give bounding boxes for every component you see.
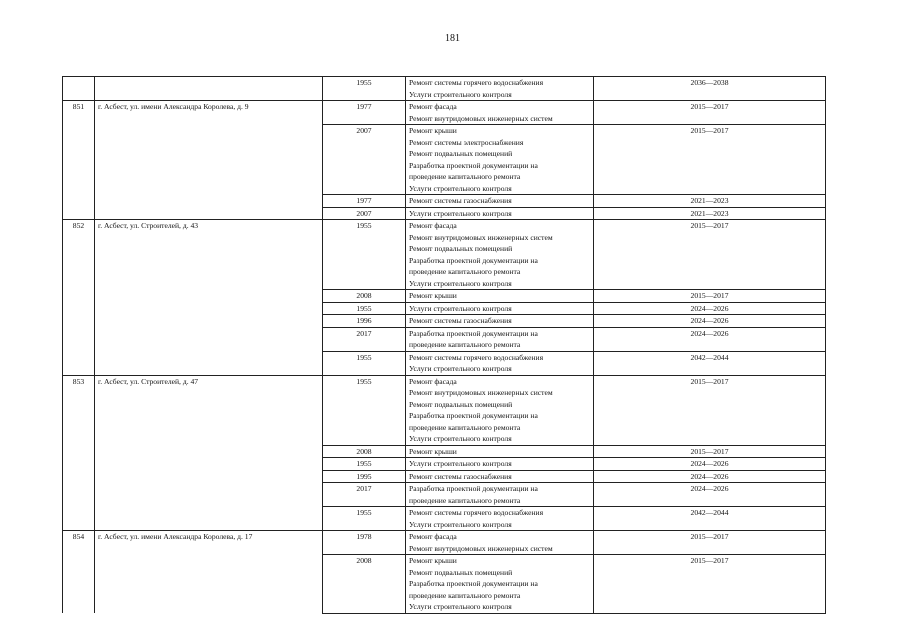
planned-period: 2024—2026 bbox=[594, 315, 826, 328]
entry-address bbox=[95, 125, 323, 195]
commission-year: 1955 bbox=[323, 220, 406, 290]
entry-number: 854 bbox=[63, 531, 95, 555]
entry-number bbox=[63, 483, 95, 507]
table-row bbox=[63, 302, 826, 315]
work-item: Услуги строительного контроля bbox=[409, 278, 512, 288]
works-list bbox=[406, 207, 594, 220]
entry-address: г. Асбест, ул. Строителей, д. 47 bbox=[95, 375, 323, 445]
entry-number bbox=[63, 290, 95, 303]
work-item: Ремонт внутридомовых инженерных систем bbox=[409, 232, 553, 242]
works-list bbox=[406, 483, 594, 507]
entry-address bbox=[95, 315, 323, 328]
work-item: Услуги строительного контроля bbox=[409, 519, 512, 529]
table-row bbox=[63, 125, 826, 195]
works-list bbox=[406, 507, 594, 531]
work-item: Ремонт крыши bbox=[409, 291, 457, 300]
work-item: Услуги строительного контроля bbox=[409, 602, 512, 611]
entry-number bbox=[63, 195, 95, 208]
work-item: Ремонт системы газоснабжения bbox=[409, 316, 512, 325]
work-item: проведение капитального ремонта bbox=[409, 422, 521, 432]
works-list bbox=[406, 470, 594, 483]
work-item: Услуги строительного контроля bbox=[409, 89, 512, 99]
entry-number bbox=[63, 327, 95, 351]
commission-year: 1995 bbox=[323, 470, 406, 483]
entry-number: 853 bbox=[63, 375, 95, 445]
work-item: Ремонт подвальных помещений bbox=[409, 244, 513, 253]
entry-number bbox=[63, 351, 95, 375]
commission-year: 1955 bbox=[323, 351, 406, 375]
entry-number bbox=[63, 302, 95, 315]
planned-period: 2021—2023 bbox=[594, 207, 826, 220]
entry-number bbox=[63, 207, 95, 220]
work-item: Разработка проектной документации на bbox=[409, 255, 538, 265]
work-item: Ремонт системы горячего водоснабжения bbox=[409, 352, 544, 362]
work-item: Ремонт подвальных помещений bbox=[409, 567, 513, 577]
entry-address bbox=[95, 302, 323, 315]
commission-year: 2007 bbox=[323, 207, 406, 220]
planned-period: 2024—2026 bbox=[594, 327, 826, 351]
work-item: Услуги строительного контроля bbox=[409, 434, 512, 443]
work-item: Разработка проектной документации на bbox=[409, 411, 538, 420]
commission-year: 1977 bbox=[323, 101, 406, 125]
work-item: Разработка проектной документации на bbox=[409, 160, 538, 170]
work-item: Ремонт внутридомовых инженерных систем bbox=[409, 388, 553, 397]
commission-year: 2008 bbox=[323, 445, 406, 458]
work-item: Услуги строительного контроля bbox=[409, 208, 512, 218]
works-list bbox=[406, 458, 594, 471]
planned-period: 2015—2017 bbox=[594, 125, 826, 195]
entry-number bbox=[63, 77, 95, 101]
planned-period: 2024—2026 bbox=[594, 483, 826, 507]
planned-period: 2042—2044 bbox=[594, 351, 826, 375]
planned-period: 2015—2017 bbox=[594, 531, 826, 555]
table-row bbox=[63, 351, 826, 375]
works-list bbox=[406, 195, 594, 208]
works-list bbox=[406, 302, 594, 315]
commission-year: 2017 bbox=[323, 327, 406, 351]
entry-address: г. Асбест, ул. Строителей, д. 43 bbox=[95, 220, 323, 290]
entry-address bbox=[95, 290, 323, 303]
table-row bbox=[63, 531, 826, 555]
work-item: Ремонт системы электроснабжения bbox=[409, 137, 524, 147]
commission-year: 1955 bbox=[323, 375, 406, 445]
work-item: Ремонт крыши bbox=[409, 126, 457, 135]
table-row bbox=[63, 195, 826, 208]
work-item: Ремонт фасада bbox=[409, 221, 457, 230]
work-item: проведение капитального ремонта bbox=[409, 172, 521, 181]
entry-number bbox=[63, 125, 95, 195]
table-row bbox=[63, 375, 826, 445]
works-list bbox=[406, 315, 594, 328]
planned-period: 2021—2023 bbox=[594, 195, 826, 208]
planned-period: 2024—2026 bbox=[594, 302, 826, 315]
commission-year: 1978 bbox=[323, 531, 406, 555]
work-item: Ремонт системы горячего водоснабжения bbox=[409, 78, 544, 87]
work-item: Ремонт крыши bbox=[409, 556, 457, 565]
table-row bbox=[63, 220, 826, 290]
work-item: Услуги строительного контроля bbox=[409, 364, 512, 373]
entry-address bbox=[95, 445, 323, 458]
works-list bbox=[406, 220, 594, 290]
planned-period: 2015—2017 bbox=[594, 445, 826, 458]
works-list bbox=[406, 290, 594, 303]
entry-address: г. Асбест, ул. имени Александра Королева, д. 9 bbox=[95, 101, 323, 125]
page-number: 181 bbox=[445, 33, 460, 44]
work-item: проведение капитального ремонта bbox=[409, 495, 521, 505]
work-item: Услуги строительного контроля bbox=[409, 183, 512, 193]
table-row bbox=[63, 77, 826, 101]
table-row bbox=[63, 458, 826, 471]
works-list bbox=[406, 555, 594, 614]
table-row bbox=[63, 555, 826, 614]
work-item: Услуги строительного контроля bbox=[409, 303, 512, 313]
commission-year: 2007 bbox=[323, 125, 406, 195]
table-row bbox=[63, 507, 826, 531]
table-row bbox=[63, 327, 826, 351]
entry-address bbox=[95, 483, 323, 507]
work-item: Разработка проектной документации на bbox=[409, 484, 538, 493]
table-row bbox=[63, 470, 826, 483]
commission-year: 1955 bbox=[323, 302, 406, 315]
works-list bbox=[406, 327, 594, 351]
entry-number bbox=[63, 555, 95, 614]
work-item: Ремонт системы газоснабжения bbox=[409, 196, 512, 205]
work-item: Ремонт фасада bbox=[409, 376, 457, 386]
entry-number bbox=[63, 470, 95, 483]
entry-number: 852 bbox=[63, 220, 95, 290]
work-item: Ремонт системы газоснабжения bbox=[409, 471, 512, 481]
entry-address bbox=[95, 470, 323, 483]
commission-year: 1955 bbox=[323, 458, 406, 471]
table-row bbox=[63, 207, 826, 220]
planned-period: 2015—2017 bbox=[594, 220, 826, 290]
work-item: Ремонт внутридомовых инженерных систем bbox=[409, 543, 553, 553]
register-body bbox=[63, 77, 826, 614]
table-row bbox=[63, 101, 826, 125]
work-item: проведение капитального ремонта bbox=[409, 590, 521, 600]
work-item: Разработка проектной документации на bbox=[409, 328, 538, 338]
planned-period: 2015—2017 bbox=[594, 375, 826, 445]
work-item: Услуги строительного контроля bbox=[409, 459, 512, 468]
entry-number bbox=[63, 445, 95, 458]
table-row bbox=[63, 290, 826, 303]
works-list bbox=[406, 375, 594, 445]
planned-period: 2024—2026 bbox=[594, 470, 826, 483]
planned-period: 2015—2017 bbox=[594, 290, 826, 303]
entry-address bbox=[95, 327, 323, 351]
work-item: проведение капитального ремонта bbox=[409, 340, 521, 349]
entry-address bbox=[95, 507, 323, 531]
planned-period: 2042—2044 bbox=[594, 507, 826, 531]
commission-year: 1955 bbox=[323, 77, 406, 101]
commission-year: 1955 bbox=[323, 507, 406, 531]
entry-address bbox=[95, 207, 323, 220]
work-item: Разработка проектной документации на bbox=[409, 579, 538, 588]
works-list bbox=[406, 531, 594, 555]
commission-year: 1996 bbox=[323, 315, 406, 328]
table-row bbox=[63, 445, 826, 458]
table-row bbox=[63, 315, 826, 328]
works-list bbox=[406, 445, 594, 458]
work-item: Ремонт фасада bbox=[409, 102, 457, 111]
entry-address bbox=[95, 77, 323, 101]
planned-period: 2015—2017 bbox=[594, 101, 826, 125]
commission-year: 1977 bbox=[323, 195, 406, 208]
entry-address bbox=[95, 458, 323, 471]
planned-period: 2024—2026 bbox=[594, 458, 826, 471]
planned-period: 2015—2017 bbox=[594, 555, 826, 614]
entry-number bbox=[63, 507, 95, 531]
entry-address: г. Асбест, ул. имени Александра Королева, д. 17 bbox=[95, 531, 323, 555]
work-item: Ремонт крыши bbox=[409, 446, 457, 456]
entry-number bbox=[63, 315, 95, 328]
works-list bbox=[406, 77, 594, 101]
entry-address bbox=[95, 195, 323, 208]
work-item: Ремонт подвальных помещений bbox=[409, 149, 513, 158]
works-list bbox=[406, 351, 594, 375]
capital-repair-table bbox=[62, 76, 826, 614]
table-row bbox=[63, 483, 826, 507]
entry-number: 851 bbox=[63, 101, 95, 125]
entry-number bbox=[63, 458, 95, 471]
commission-year: 2008 bbox=[323, 555, 406, 614]
work-item: Ремонт подвальных помещений bbox=[409, 399, 513, 409]
commission-year: 2017 bbox=[323, 483, 406, 507]
works-list bbox=[406, 125, 594, 195]
works-list bbox=[406, 101, 594, 125]
commission-year: 2008 bbox=[323, 290, 406, 303]
work-item: Ремонт внутридомовых инженерных систем bbox=[409, 113, 553, 123]
work-item: Ремонт фасада bbox=[409, 532, 457, 541]
entry-address bbox=[95, 351, 323, 375]
work-item: Ремонт системы горячего водоснабжения bbox=[409, 508, 544, 517]
work-item: проведение капитального ремонта bbox=[409, 267, 521, 276]
entry-address bbox=[95, 555, 323, 614]
planned-period: 2036—2038 bbox=[594, 77, 826, 101]
